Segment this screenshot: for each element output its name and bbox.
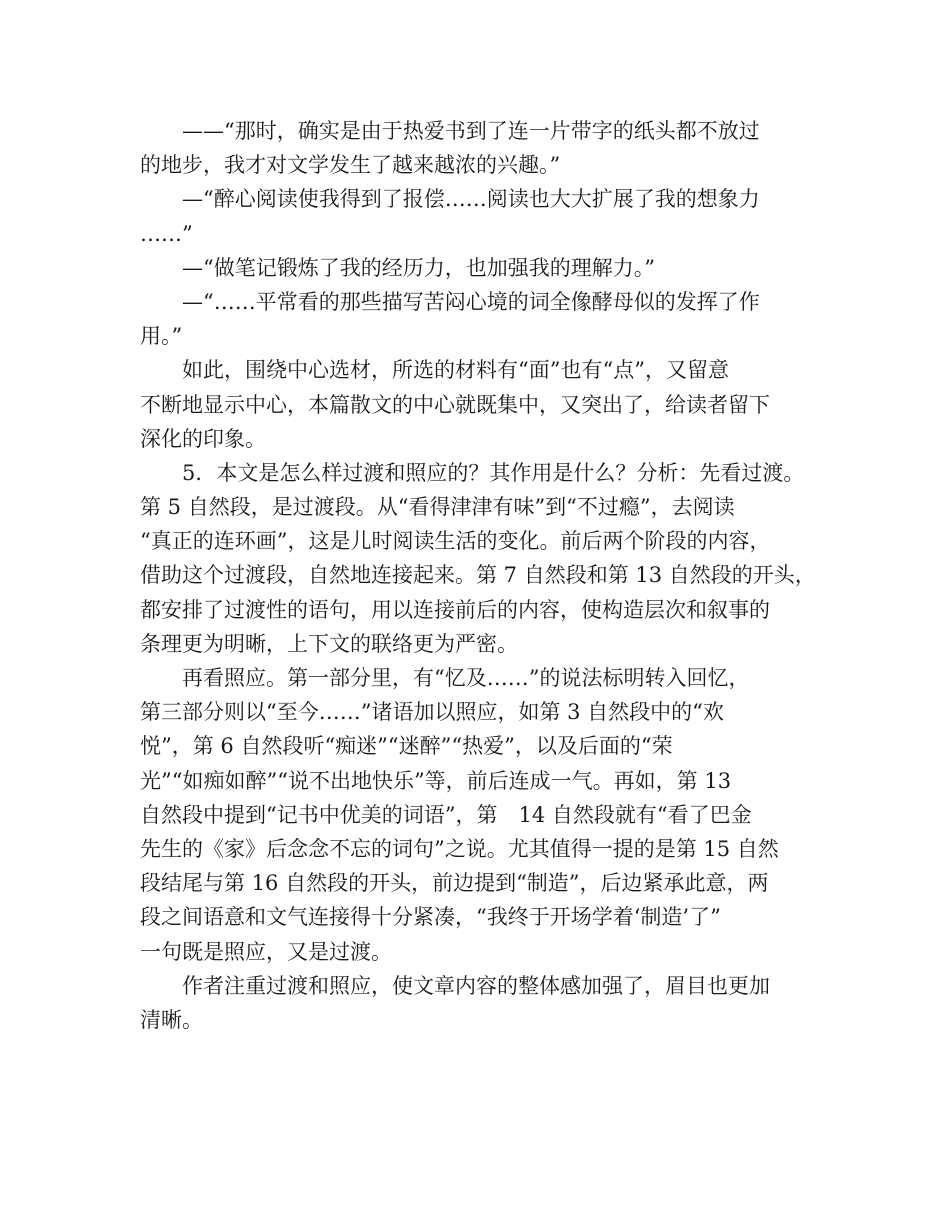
text-line: 第三部分则以“至今……”诸语加以照应，如第 3 自然段中的“欢 (140, 700, 724, 725)
text-line: “真正的连环画”，这是儿时阅读生活的变化。前后两个阶段的内容， (140, 529, 771, 554)
document-body (140, 114, 822, 1037)
text-line: 自然段中提到“记书中优美的词语”，第 14 自然段就有“看了巴金 (140, 802, 752, 827)
text-line: —“……平常看的那些描写苦闷心境的词全像酵母似的发挥了作 (182, 289, 760, 314)
text-line: 段结尾与第 16 自然段的开头，前边提到“制造”，后边紧承此意，两 (140, 871, 769, 896)
text-line: 深化的印象。 (140, 426, 266, 451)
text-line: ——“那时，确实是由于热爱书到了连一片带字的纸头都不放过 (182, 119, 760, 143)
text-line: 不断地显示中心，本篇散文的中心就既集中，又突出了，给读者留下 (140, 392, 770, 417)
text-line: ……” (140, 221, 193, 246)
text-line: 5．本文是怎么样过渡和照应的？其作用是什么？分析：先看过渡。 (182, 460, 805, 485)
text-line: 段之间语意和文气连接得十分紧凑，“我终于开场学着‘制造’了” (140, 905, 721, 930)
text-line: —“醉心阅读使我得到了报偿……阅读也大大扩展了我的想象力 (182, 187, 760, 212)
text-line: 条理更为明晰，上下文的联络更为严密。 (140, 631, 518, 656)
text-line: 清晰。 (140, 1007, 203, 1032)
text-line: 悦”，第 6 自然段听“痴迷”“迷醉”“热爱”，以及后面的“荣 (140, 734, 673, 759)
text-line: —“做笔记锻炼了我的经历力，也加强我的理解力。” (182, 255, 655, 280)
text-line: 的地步，我才对文学发生了越来越浓的兴趣。” (140, 153, 561, 178)
text-line: 再看照应。第一部分里，有“忆及……”的说法标明转入回忆， (182, 666, 750, 690)
text-line: 都安排了过渡性的语句，用以连接前后的内容，使构造层次和叙事的 (140, 597, 770, 622)
text-line: 光”“如痴如醉”“说不出地快乐”等，前后连成一气。再如，第 13 (140, 768, 732, 793)
text-line: 先生的《家》后念念不忘的词句”之说。尤其值得一提的是第 15 自然 (140, 836, 779, 861)
text-line: 第 5 自然段，是过渡段。从“看得津津有味”到“不过瘾”，去阅读 (140, 495, 735, 520)
text-line: 如此，围绕中心选材，所选的材料有“面”也有“点”，又留意 (182, 358, 729, 383)
text-line: 借助这个过渡段，自然地连接起来。第 7 自然段和第 13 自然段的开头， (140, 563, 816, 588)
text-line: 用。” (140, 324, 183, 349)
text-line: 作者注重过渡和照应，使文章内容的整体感加强了，眉目也更加 (182, 973, 770, 998)
text-line: 一句既是照应，又是过渡。 (140, 939, 392, 964)
